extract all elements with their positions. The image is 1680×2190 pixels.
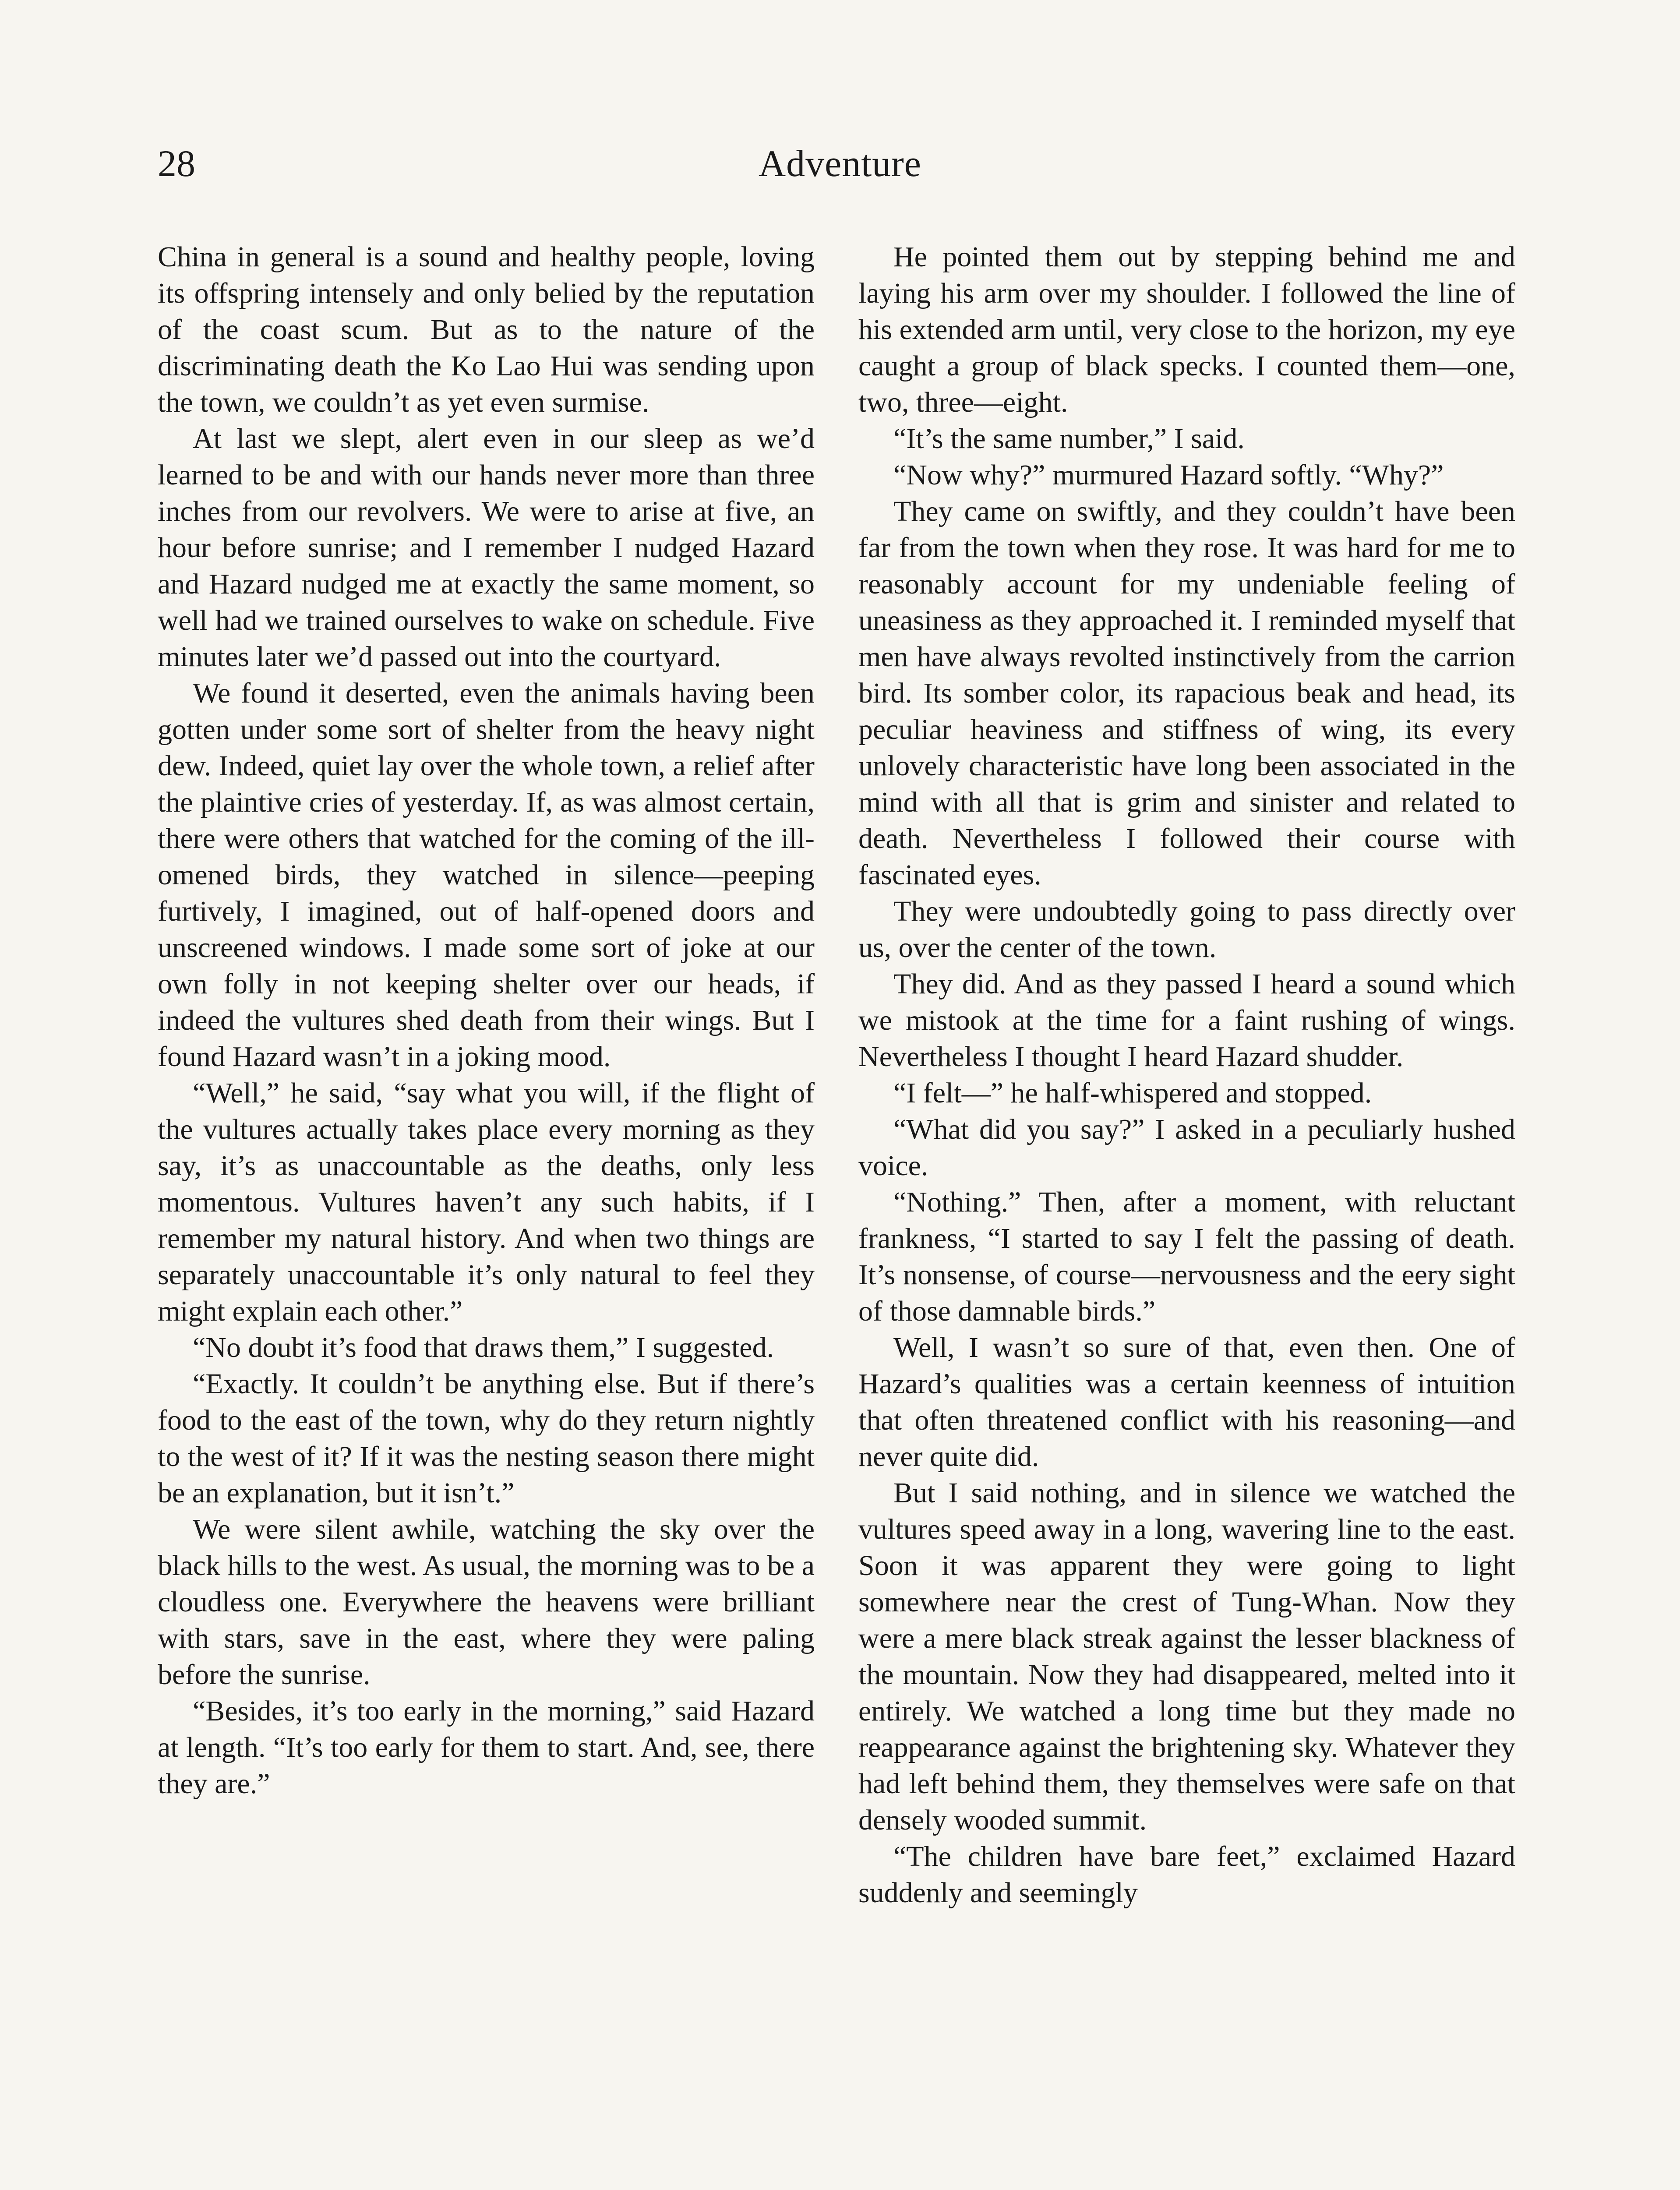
paragraph: They did. And as they passed I heard a sound which we mistook at the time for a faint rushing of wings. Nevertheless I thought I heard Hazard shudder.: [858, 968, 1515, 1073]
paragraph: “I felt—” he half-whispered and stopped.: [893, 1077, 1372, 1109]
paragraph: “Now why?” murmured Hazard softly. “Why?”: [893, 459, 1444, 491]
paragraph: We found it deserted, even the animals having been gotten under some sort of shelter from the heavy night dew. Indeed, quiet lay over the whole town, a relief after the plaintive cries of yesterday. If, as was almost certain, there were others that watched for the coming of the ill-omened birds, they watched in silence—peeping furtively, I imagined, out of half-opened doors and unscreened windows. I made some sort of joke at our own folly in not keeping shelter over our heads, if indeed the vultures shed death from their wings. But I found Hazard wasn’t in a joking mood.: [158, 677, 815, 1073]
paragraph: They came on swiftly, and they couldn’t have been far from the town when they rose. It was hard for me to reasonably account for my undeniable feeling of uneasiness as they approached it. I reminded myself that men have always revolted instinctively from the carrion bird. Its somber color, its rapacious beak and head, its peculiar heaviness and stiffness of wing, its every unlovely characteristic have long been associated in the mind with all that is grim and sinister and related to death. Nevertheless I followed their course with fascinated eyes.: [858, 495, 1515, 891]
paragraph: Well, I wasn’t so sure of that, even then. One of Hazard’s qualities was a certain keenness of intuition that often threatened conflict with his reasoning—and never quite did.: [858, 1332, 1515, 1473]
paragraph: “No doubt it’s food that draws them,” I suggested.: [193, 1332, 774, 1363]
page-number: 28: [158, 142, 195, 184]
running-head: Adventure: [759, 142, 921, 184]
paragraph: “Well,” he said, “say what you will, if the flight of the vultures actually takes place every morning as they say, it’s as unaccountable as the deaths, only less momentous. Vultures haven’t any such habits, if I remember my natural history. And when two things are separately unaccountable it’s only natural to feel they might explain each other.”: [158, 1077, 815, 1327]
paragraph: “Besides, it’s too early in the morning,” said Hazard at length. “It’s too early for them to start. And, see, there they are.”: [158, 1695, 815, 1800]
paragraph: We were silent awhile, watching the sky over the black hills to the west. As usual, the morning was to be a cloudless one. Everywhere the heavens were brilliant with stars, save in the east, where they were paling before the sunrise.: [158, 1513, 815, 1691]
paragraph: “Nothing.” Then, after a moment, with reluctant frankness, “I started to say I felt the passing of death. It’s nonsense, of course—nervousness and the eery sight of those damnable birds.”: [858, 1186, 1515, 1327]
paragraph: China in general is a sound and healthy people, loving its offspring intensely and only belied by the reputation of the coast scum. But as to the nature of the discriminating death the Ko Lao Hui was sending upon the town, we couldn’t as yet even surmise.: [158, 241, 815, 418]
paragraph: But I said nothing, and in silence we watched the vultures speed away in a long, wavering line to the east. Soon it was apparent they were going to light somewhere near the crest of Tung-Whan. Now they were a mere black streak against the lesser blackness of the mountain. Now they had disappeared, melted into it entirely. We watched a long time but they made no reappearance against the brightening sky. Whatever they had left behind them, they themselves were safe on that densely wooded summit.: [858, 1477, 1515, 1836]
paragraph: At last we slept, alert even in our sleep as we’d learned to be and with our hands never more than three inches from our revolvers. We were to arise at five, an hour before sunrise; and I remember I nudged Hazard and Hazard nudged me at exactly the same moment, so well had we trained ourselves to wake on schedule. Five minutes later we’d passed out into the courtyard.: [158, 423, 815, 673]
paragraph: “What did you say?” I asked in a peculiarly hushed voice.: [858, 1113, 1515, 1182]
paragraph: They were undoubtedly going to pass directly over us, over the center of the town.: [858, 895, 1515, 964]
paragraph: He pointed them out by stepping behind me and laying his arm over my shoulder. I followed the line of his extended arm until, very close to the horizon, my eye caught a group of black specks. I counted them—one, two, three—eight.: [858, 241, 1515, 418]
right-column: [858, 239, 1515, 1911]
paragraph: “The children have bare feet,” exclaimed Hazard suddenly and seemingly: [858, 1840, 1515, 1909]
paragraph: “Exactly. It couldn’t be anything else. But if there’s food to the east of the town, why do they return nightly to the west of it? If it was the nesting season there might be an explanation, but it isn’t.”: [158, 1368, 815, 1509]
left-column: [158, 239, 815, 1802]
paragraph: “It’s the same number,” I said.: [893, 423, 1245, 455]
